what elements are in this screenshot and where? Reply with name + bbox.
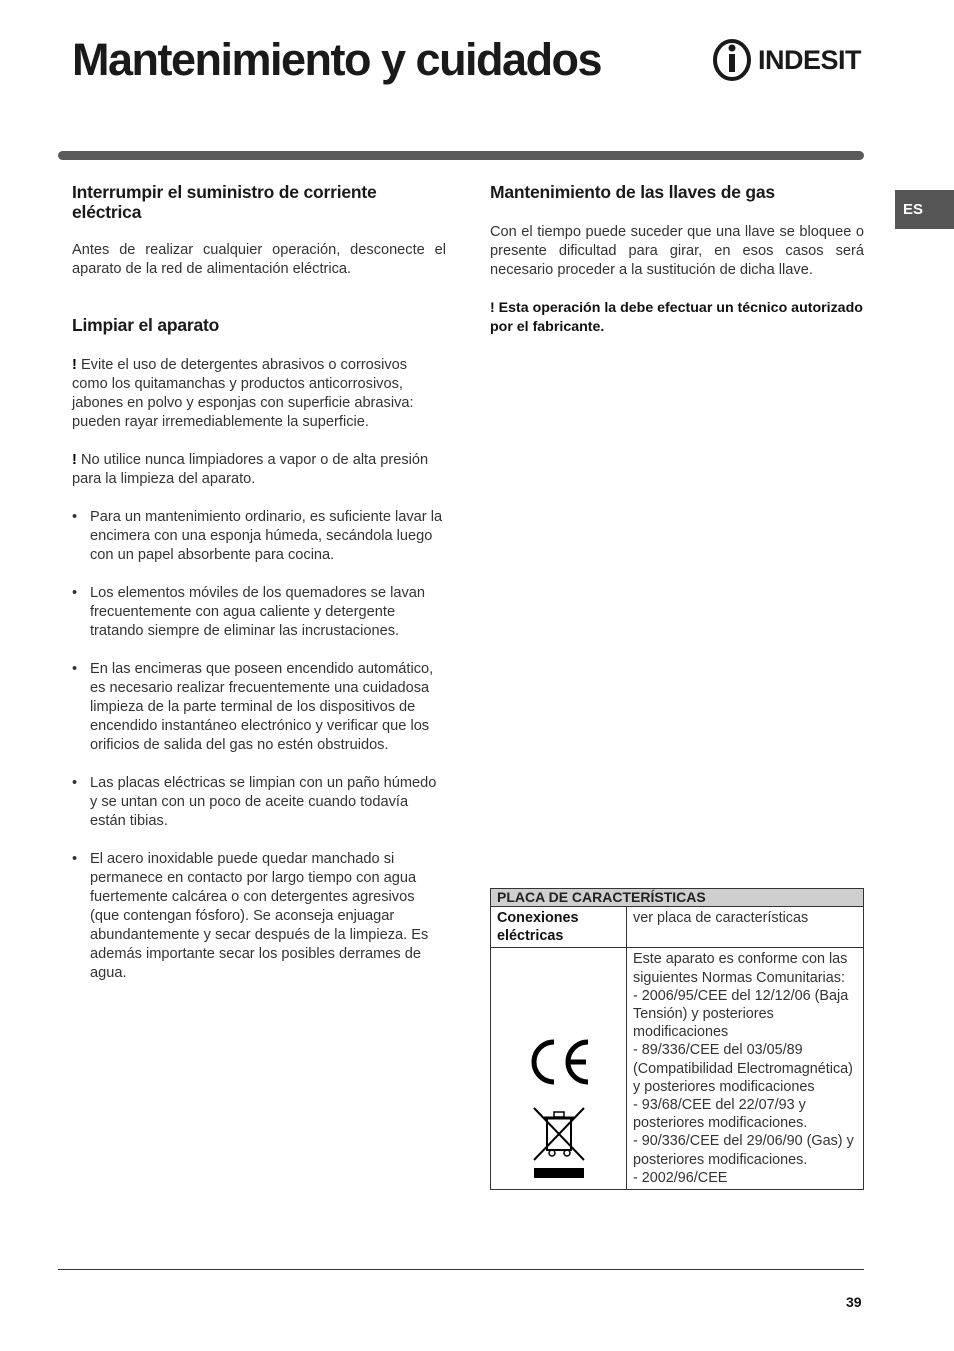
weee-bin-icon: [532, 1106, 586, 1180]
compliance-line: - 89/336/CEE del 03/05/89 (Compatibilidad Electromagnética) y posteriores modificaciones: [633, 1042, 853, 1095]
warning-mark: !: [72, 452, 77, 468]
right-column: [490, 182, 864, 337]
indesit-i-icon: [712, 38, 752, 82]
warning-steam: [72, 451, 446, 489]
warning-steam-text: No utilice nunca limpiadores a vapor o de alta presión para la limpieza del aparato.: [72, 452, 429, 487]
list-item: • Los elementos móviles de los quemadores se lavan frecuentemente con agua caliente y detergente tratando siempre de eliminar las incrustaciones.: [72, 584, 446, 641]
compliance-icons: [491, 948, 627, 1190]
specs-label: Conexiones eléctricas: [491, 907, 627, 948]
language-tab: ES: [895, 190, 954, 229]
table-row: [491, 907, 864, 948]
list-item: • En las encimeras que poseen encendido automático, es necesario realizar frecuentemente una cuidadosa limpieza de la parte terminal de los dispositivos de encendido instantáneo electrónico y verificar que los orificios de salida del gas no estén obstruidos.: [72, 660, 446, 755]
compliance-line: - 2002/96/CEE: [633, 1169, 728, 1186]
compliance-text: [627, 948, 864, 1190]
section-text-power: Antes de realizar cualquier operación, desconecte el aparato de la red de alimentación eléctrica.: [72, 242, 446, 277]
footer-divider: [58, 1269, 864, 1270]
section-text-gas-valves: Con el tiempo puede suceder que una llave se bloquee o presente dificultad para girar, en esos casos será necesario proceder a la sustitución de dicha llave.: [490, 224, 864, 278]
specs-value: ver placa de características: [627, 907, 864, 948]
section-title-cleaning: Limpiar el aparato: [72, 315, 220, 335]
page-number: 39: [846, 1294, 862, 1310]
compliance-line: Este aparato es conforme con las siguientes Normas Comunitarias:: [633, 951, 848, 986]
section-title-gas-valves: Mantenimiento de las llaves de gas: [490, 182, 775, 202]
specs-table: [490, 888, 864, 1190]
logo-text: INDESIT: [758, 44, 862, 75]
list-item: • Las placas eléctricas se limpian con un paño húmedo y se untan con un poco de aceite cuando todavía están tibias.: [72, 774, 446, 831]
table-row: [491, 948, 864, 1190]
cleaning-tips-list: [72, 508, 446, 983]
page-title: Mantenimiento y cuidados: [72, 34, 602, 85]
ce-mark-icon: [526, 1036, 592, 1088]
specs-table-header: PLACA DE CARACTERÍSTICAS: [491, 889, 864, 907]
section-title-power: Interrumpir el suministro de corriente eléctrica: [72, 182, 377, 222]
brand-logo: [712, 38, 861, 82]
warning-abrasives-text: Evite el uso de detergentes abrasivos o corrosivos como los quitamanchas y productos anticorrosivos, jabones en polvo y esponjas con superficie abrasiva: pueden rayar irremediablemente la superficie.: [72, 357, 414, 430]
compliance-line: - 90/336/CEE del 29/06/90 (Gas) y posteriores modificaciones.: [633, 1133, 854, 1168]
left-column: [72, 182, 446, 1002]
list-item: • El acero inoxidable puede quedar manchado si permanece en contacto por largo tiempo con agua fuertemente calcárea o con detergentes agresivos (que contengan fósforo). Se aconseja enjuagar abundantemente y secar después de la limpieza. Es además importante secar los posibles derrames de agua.: [72, 850, 446, 983]
compliance-line: - 2006/95/CEE del 12/12/06 (Baja Tensión) y posteriores modificaciones: [633, 987, 849, 1041]
header-divider: [58, 151, 864, 160]
warning-mark: !: [72, 357, 77, 373]
technician-note: ! Esta operación la debe efectuar un técnico autorizado por el fabricante.: [490, 300, 863, 335]
warning-abrasives: [72, 356, 446, 432]
compliance-line: - 93/68/CEE del 22/07/93 y posteriores modificaciones.: [633, 1097, 808, 1132]
list-item: • Para un mantenimiento ordinario, es suficiente lavar la encimera con una esponja húmeda, secándola luego con un papel absorbente para cocina.: [72, 508, 446, 565]
